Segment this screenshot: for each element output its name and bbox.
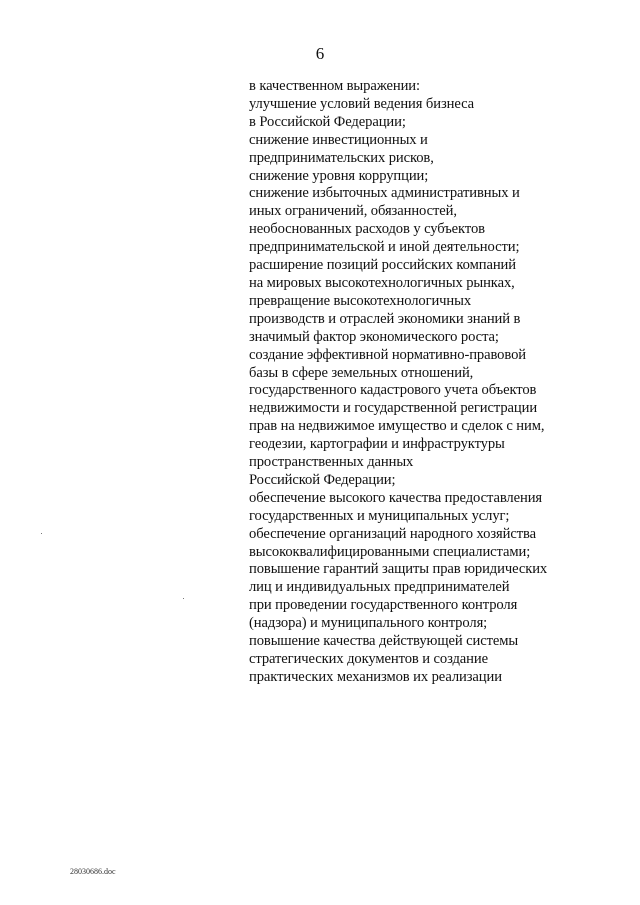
text-line: повышение качества действующей системы [249,633,519,650]
text-line: лиц и индивидуальных предпринимателей [249,579,510,596]
scan-speck [41,533,42,534]
text-line: в Российской Федерации; [249,113,406,130]
text-line: расширение позиций российских компаний [249,257,516,274]
text-line: геодезии, картографии и инфраструктуры [249,436,505,453]
text-line: базы в сфере земельных отношений, [249,364,474,381]
footer-filename: 28030686.doc [70,867,116,876]
text-line: снижение избыточных административных и [249,185,520,202]
text-line: пространственных данных [249,454,414,471]
text-line: недвижимости и государственной регистрации [249,400,538,417]
text-line: в качественном выражении: [249,78,420,94]
text-line: создание эффективной нормативно-правовой [249,346,526,363]
text-line: производств и отраслей экономики знаний в [249,310,521,327]
text-line: снижение инвестиционных и [249,131,428,148]
text-line: государственного кадастрового учета объектов [249,382,537,399]
page-number: 6 [315,44,325,63]
text-line: стратегических документов и создание [249,651,488,667]
text-line: обеспечение высокого качества предоставления [249,489,543,506]
text-line: при проведении государственного контроля [249,597,518,614]
text-line: предпринимательских рисков, [249,149,434,166]
text-line: превращение высокотехнологичных [249,292,472,309]
text-line: Российской Федерации; [249,471,396,488]
text-line: на мировых высокотехнологичных рынках, [249,274,515,291]
text-line: иных ограничений, обязанностей, [249,203,457,220]
text-line: улучшение условий ведения бизнеса [249,95,475,112]
text-line: значимый фактор экономического роста; [249,328,499,345]
text-line: обеспечение организаций народного хозяйства [249,525,536,542]
text-line: необоснованных расходов у субъектов [249,221,485,238]
document-body [249,78,569,687]
scan-speck [183,598,184,599]
text-line: повышение гарантий защиты прав юридических [249,561,548,578]
text-line: (надзора) и муниципального контроля; [249,615,488,632]
text-line: предпринимательской и иной деятельности; [249,239,520,256]
text-line: снижение уровня коррупции; [249,167,429,184]
text-line: государственных и муниципальных услуг; [249,507,510,524]
text-line: высококвалифицированными специалистами; [249,543,531,560]
text-line: практических механизмов их реализации [249,668,502,685]
text-line: прав на недвижимое имущество и сделок с ним, [249,418,545,435]
